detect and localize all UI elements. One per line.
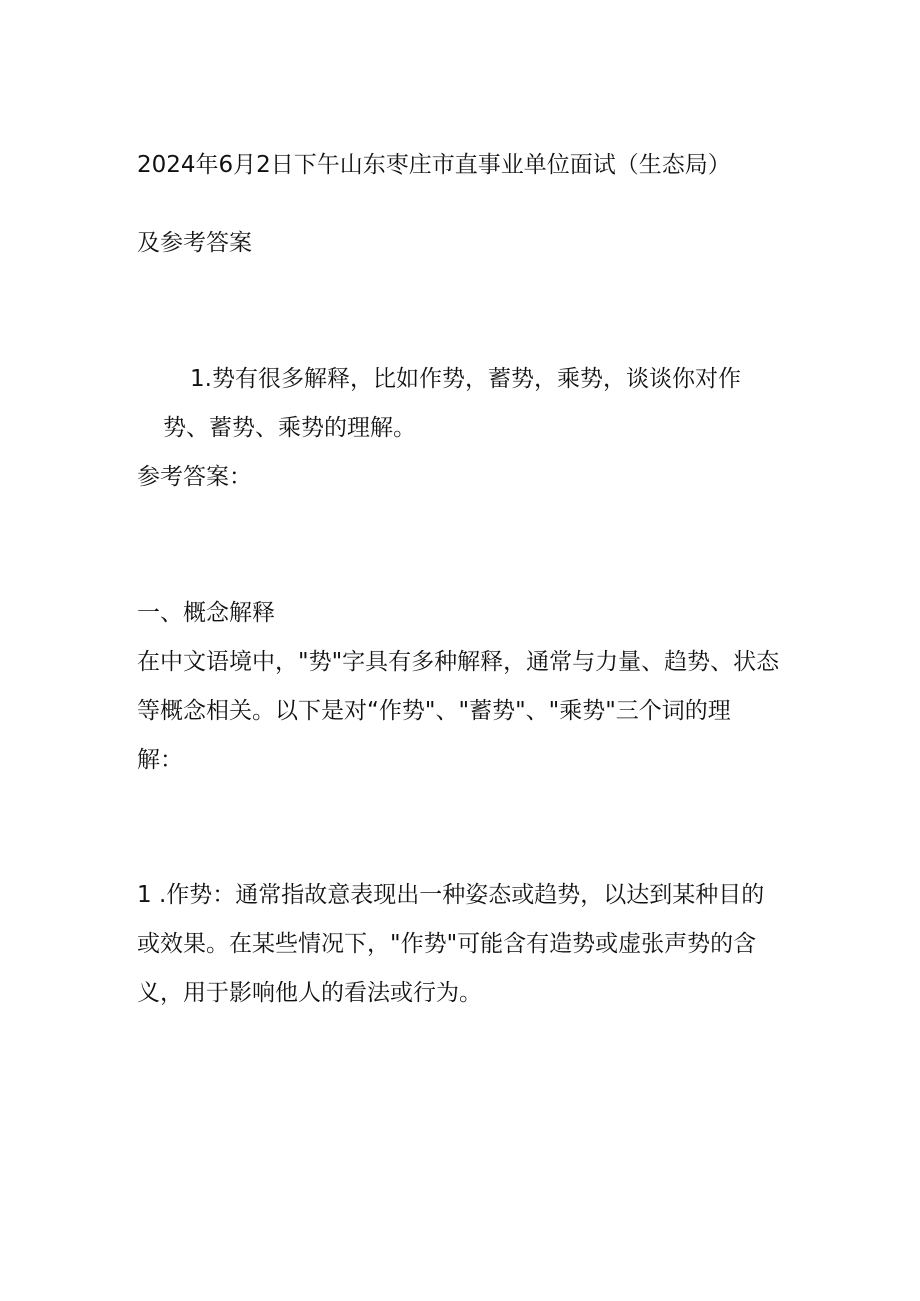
item1-paragraph-line-1: 1 .作势：通常指故意表现出一种姿态或趋势，以达到某种目的: [137, 882, 765, 908]
answer-label: 参考答案：: [137, 464, 252, 490]
intro-paragraph-line-1: 在中文语境中，"势"字具有多种解释，通常与力量、趋势、状态: [137, 649, 780, 675]
document-title-line-1: 2024年6月2日下午山东枣庄市直事业单位面试（生态局）: [137, 152, 731, 178]
item1-paragraph-line-3: 义，用于影响他人的看法或行为。: [137, 980, 482, 1006]
question-line-1: 1.势有很多解释，比如作势，蓄势，乘势，谈谈你对作: [190, 366, 741, 392]
document-title-line-2: 及参考答案: [137, 230, 252, 256]
item1-paragraph-line-2: 或效果。在某些情况下，"作势"可能含有造势或虚张声势的含: [137, 931, 757, 957]
section-heading: 一、概念解释: [137, 600, 275, 626]
intro-paragraph-line-3: 解：: [137, 747, 183, 773]
question-line-2: 势、蓄势、乘势的理解。: [163, 415, 416, 441]
intro-paragraph-line-2: 等概念相关。以下是对“作势"、"蓄势"、"乘势"三个词的理: [137, 698, 731, 724]
